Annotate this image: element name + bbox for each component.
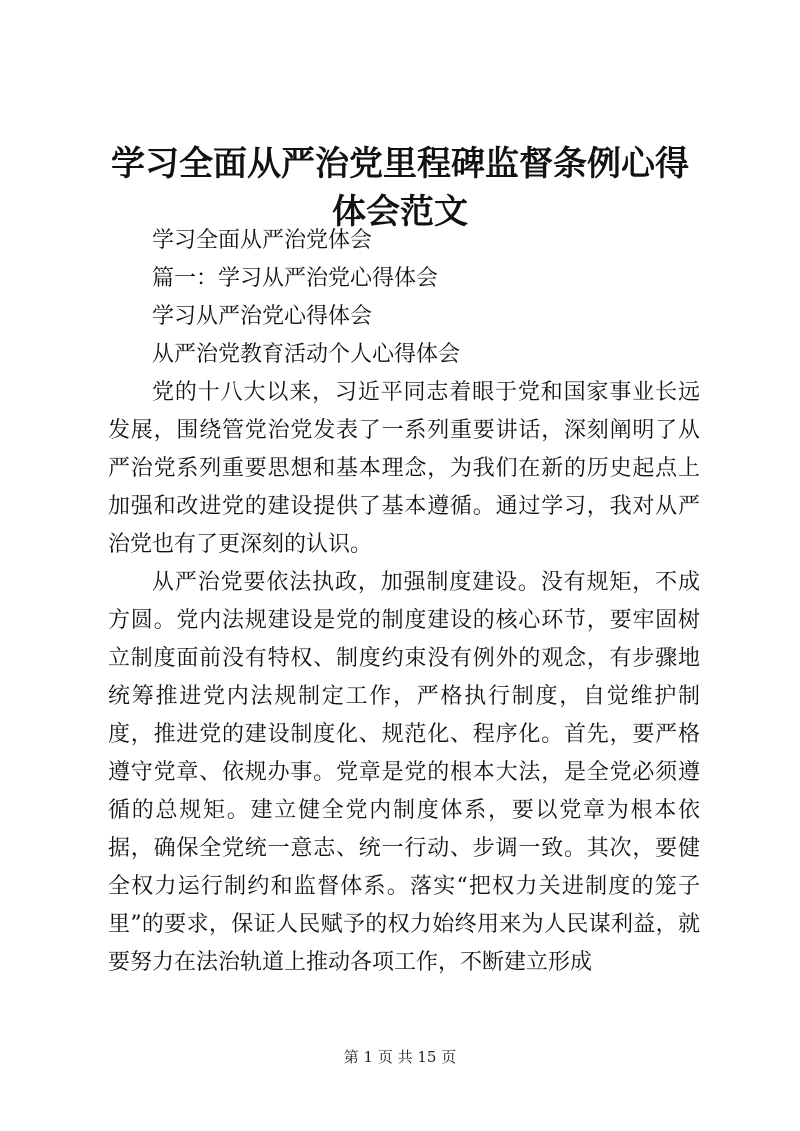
paragraph-2: 从严治党要依法执政，加强制度建设。没有规矩，不成方圆。党内法规建设是党的制度建设的核心环节，要牢固树立制度面前没有特权、制度约束没有例外的观念，有步骤地统筹推进党内法规制定工作，严格执行制度，自觉维护制度，推进党的建设制度化、规范化、程序化。首先，要严格遵守党章、依规办事。党章是党的根本大法，是全党必须遵循的总规矩。建立健全党内制度体系，要以党章为根本依据，确保全党统一意志、统一行动、步调一致。其次，要健全权力运行制约和监督体系。落实“把权力关进制度的笼子里”的要求，保证人民赋予的权力始终用来为人民谋利益，就要努力在法治轨道上推动各项工作，不断建立形成 [108, 570, 700, 975]
page-number-footer: 第 1 页 共 15 页 [343, 1048, 457, 1066]
document-title: 学习全面从严治党里程碑监督条例心得体会范文 [111, 144, 689, 232]
subheading-2: 篇一：学习从严治党心得体会 [152, 266, 439, 291]
subheading-4: 从严治党教育活动个人心得体会 [152, 342, 461, 367]
subheading-3: 学习从严治党心得体会 [152, 304, 373, 329]
subheading-1: 学习全面从严治党体会 [152, 228, 373, 253]
paragraph-1: 党的十八大以来，习近平同志着眼于党和国家事业长远发展，围绕管党治党发表了一系列重要讲话，深刻阐明了从严治党系列重要思想和基本理念，为我们在新的历史起点上加强和改进党的建设提供了基本遵循。通过学习，我对从严治党也有了更深刻的认识。 [108, 380, 700, 557]
document-body [108, 222, 700, 982]
